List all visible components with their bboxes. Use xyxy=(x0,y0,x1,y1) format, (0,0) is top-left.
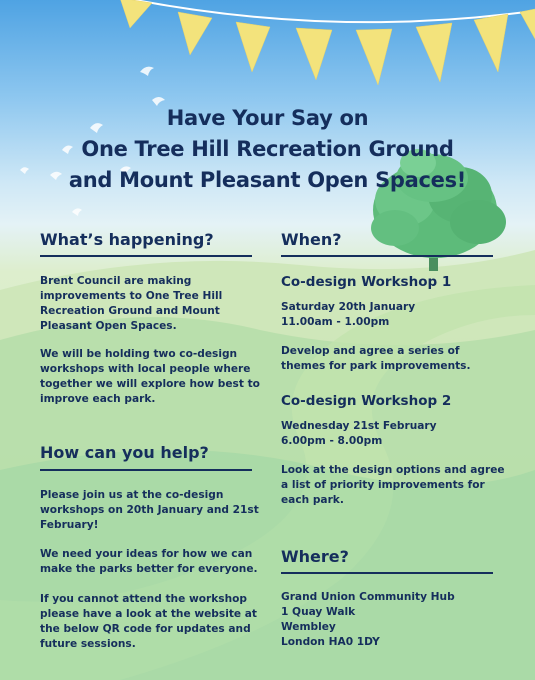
how-help-paragraph-1: Please join us at the co-design workshops on 20th January and 21st February! xyxy=(40,489,259,531)
workshop-2-datetime: Wednesday 21st February 6.00pm - 8.00pm xyxy=(281,420,437,447)
bunting-flags xyxy=(120,0,535,85)
whats-happening-paragraph-2: We will be holding two co-design workshops with local people where together we will explore how best to improve each park. xyxy=(40,348,260,405)
how-can-you-help-divider xyxy=(40,469,252,471)
how-help-paragraph-3: If you cannot attend the workshop please have a look at the website at the below QR code for updates and future sessions. xyxy=(40,593,257,650)
when-heading: When? xyxy=(281,230,342,249)
how-can-you-help-heading: How can you help? xyxy=(40,443,209,462)
whats-happening-heading: What’s happening? xyxy=(40,230,214,249)
main-title xyxy=(0,103,535,196)
whats-happening-divider xyxy=(40,255,252,257)
where-heading: Where? xyxy=(281,547,349,566)
workshop-2-title: Co-design Workshop 2 xyxy=(281,393,452,409)
where-divider xyxy=(281,572,493,574)
when-divider xyxy=(281,255,493,257)
workshop-1-description: Develop and agree a series of themes for park improvements. xyxy=(281,345,471,372)
bunting-string xyxy=(115,0,535,22)
whats-happening-paragraph-1: Brent Council are making improvements to One Tree Hill Recreation Ground and Mount Pleasant Open Spaces. xyxy=(40,275,223,332)
workshop-1-title: Co-design Workshop 1 xyxy=(281,274,452,290)
title-line-1: Have Your Say on xyxy=(166,106,369,130)
title-line-2: One Tree Hill Recreation Ground xyxy=(81,137,454,161)
where-address: Grand Union Community Hub 1 Quay Walk Wembley London HA0 1DY xyxy=(281,591,455,648)
title-line-3: and Mount Pleasant Open Spaces! xyxy=(68,168,467,192)
workshop-2-description: Look at the design options and agree a list of priority improvements for each park. xyxy=(281,464,505,506)
workshop-1-datetime: Saturday 20th January 11.00am - 1.00pm xyxy=(281,301,416,328)
how-help-paragraph-2: We need your ideas for how we can make the parks better for everyone. xyxy=(40,548,258,575)
